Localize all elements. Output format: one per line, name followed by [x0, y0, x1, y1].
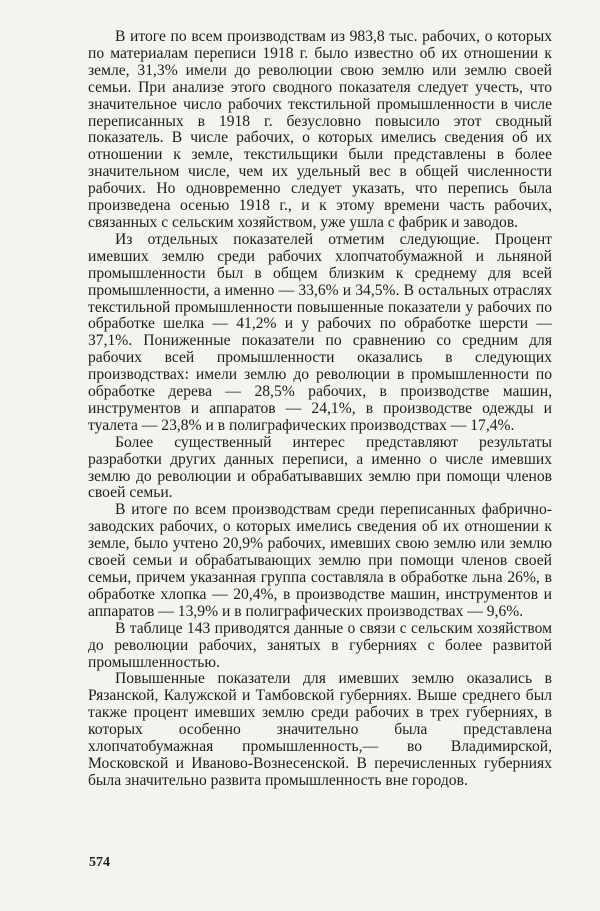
page-number: 574	[89, 855, 110, 870]
paragraph-6: Повышенные показатели для имевших землю оказались в Рязанской, Калужской и Тамбовской губерниях. Выше среднего был также процент имевших землю среди рабочих в трех губерниях, в которых особенно значительно была представлена хлопчатобумажная промышленность,— во Владимирской, Московской и Иваново-Вознесенской. В перечисленных губерниях была значительно развита промышленность вне городов.	[88, 670, 552, 789]
paragraph-2: Из отдельных показателей отметим следующие. Процент имевших землю среди рабочих хлопчатобумажной и льняной промышленности был в общем близким к среднему для всей промышленности, а именно — 33,6% и 34,5%. В остальных отраслях текстильной промышленности повышенные показатели у рабочих по обработке шелка — 41,2% и у рабочих по обработке шерсти — 37,1%. Пониженные показатели по сравнению со средним для рабочих всей промышленности оказались в следующих производствах: имели землю до революции в промышленности по обработке дерева — 28,5% рабочих, в производстве машин, инструментов и аппаратов — 24,1%, в производстве одежды и туалета — 23,8% и в полиграфических производствах — 17,4%.	[88, 230, 552, 434]
paragraph-5: В таблице 143 приводятся данные о связи с сельским хозяйством до революции рабочих, занятых в губерниях с более развитой промышленностью.	[88, 619, 552, 671]
paragraph-4: В итоге по всем производствам среди переписанных фабрично-заводских рабочих, о которых имелись сведения об их отношении к земле, было учтено 20,9% рабочих, имевших свою землю или землю своей семьи и обрабатывающих землю при помощи членов своей семьи, причем указанная группа составляла в обработке льна 26%, в обработке хлопка — 20,4%, в производстве машин, инструментов и аппаратов — 13,9% и в полиграфических производствах — 9,6%.	[88, 501, 552, 620]
paragraph-3: Более существенный интерес представляют результаты разработки других данных переписи, а именно о числе имевших землю до революции и обрабатывавших землю при помощи членов своей семьи.	[88, 433, 552, 502]
paragraph-1: В итоге по всем производствам из 983,8 тыс. рабочих, о которых по материалам переписи 1918 г. было известно об их отношении к земле, 31,3% имели до революции свою землю или землю своей семьи. При анализе этого сводного показателя следует учесть, что значительное число рабочих текстильной промышленности в числе переписанных в 1918 г. безусловно повысило этот сводный показатель. В числе рабочих, о которых имелись сведения об их отношении к земле, текстильщики были представлены в более значительном числе, чем их удельный вес в общей численности рабочих. Но одновременно следует указать, что перепись была произведена осенью 1918 г., и к этому времени часть рабочих, связанных с сельским хозяйством, уже ушла с фабрик и заводов.	[88, 28, 552, 231]
page-body	[88, 29, 552, 790]
